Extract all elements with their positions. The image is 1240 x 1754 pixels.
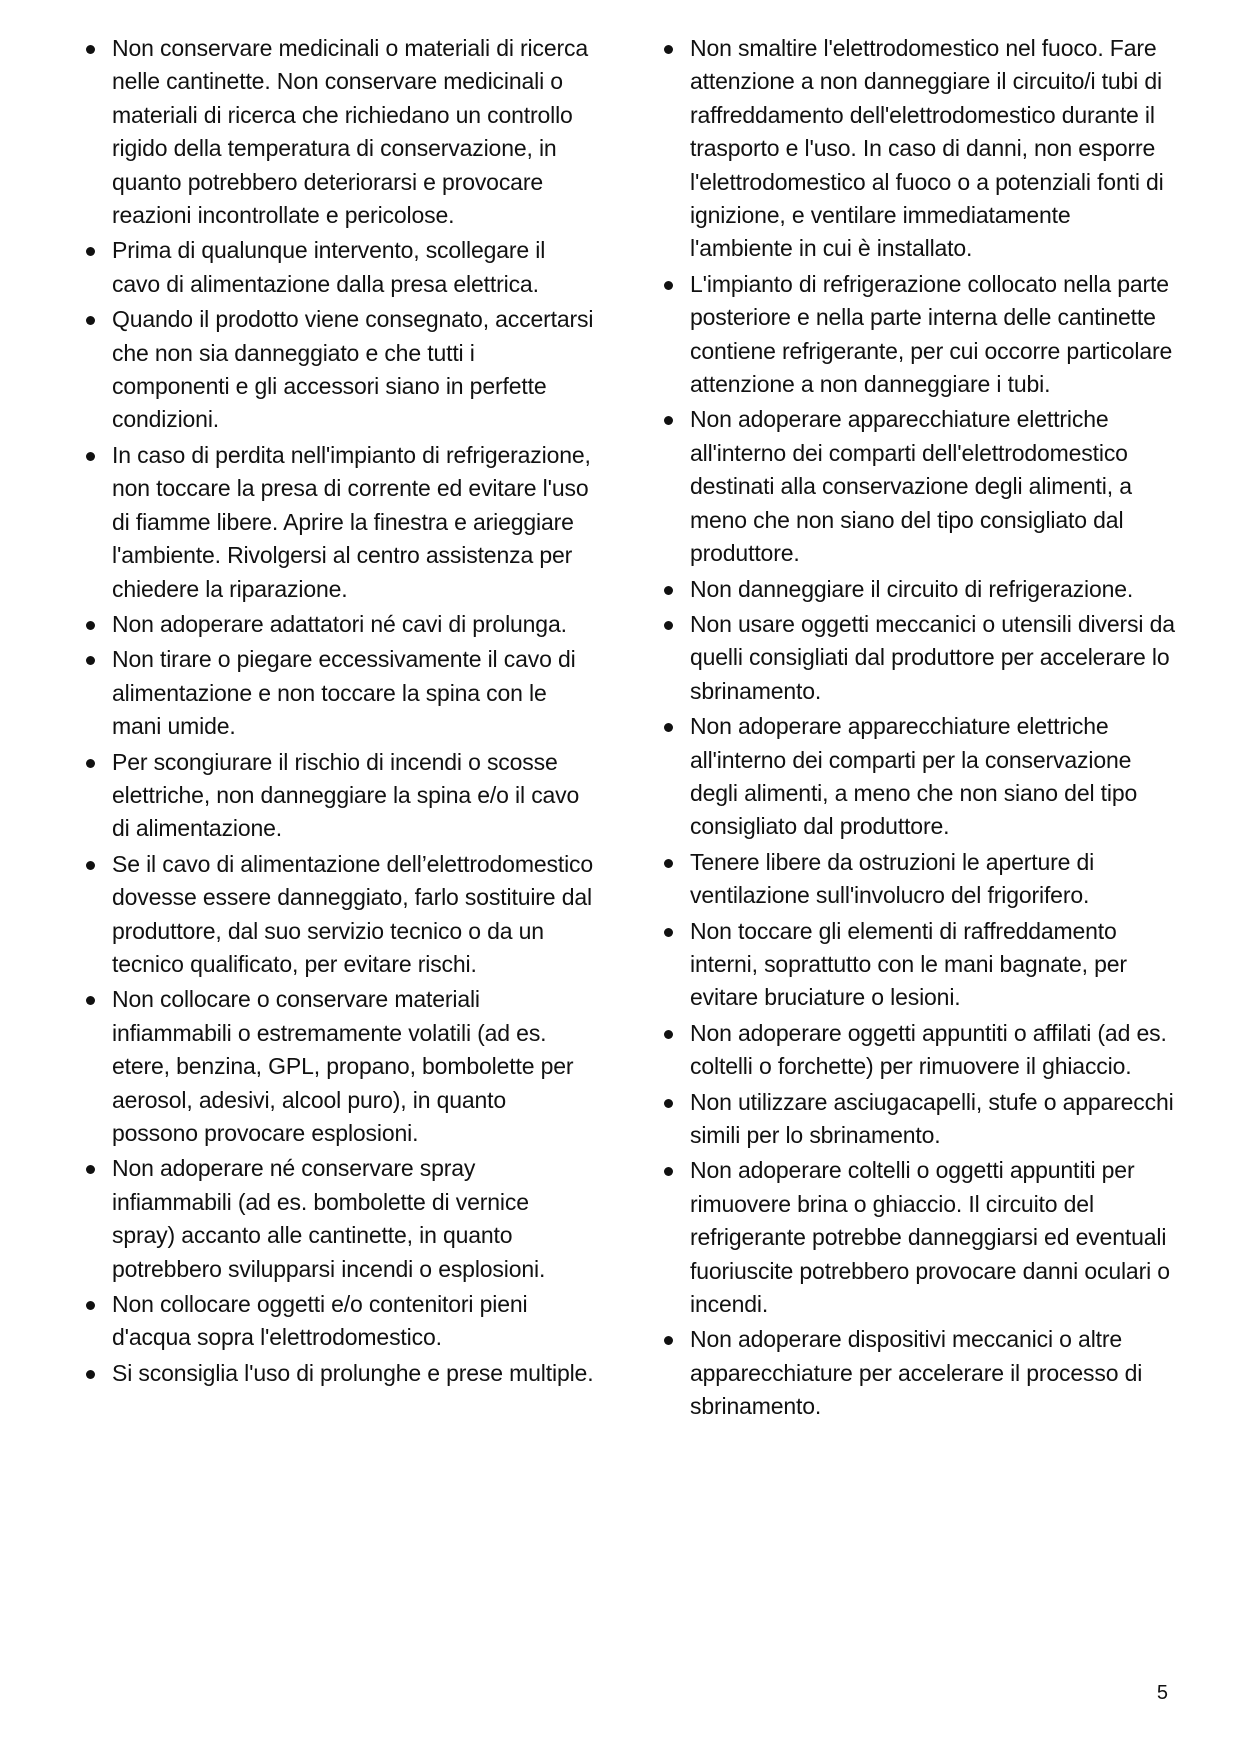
list-item: Non toccare gli elementi di raffreddamento interni, soprattutto con le mani bagnate, per evitare bruciature o lesioni.: [664, 915, 1178, 1015]
list-item: Non utilizzare asciugacapelli, stufe o apparecchi simili per lo sbrinamento.: [664, 1086, 1178, 1153]
list-item: Non adoperare né conservare spray infiammabili (ad es. bombolette di vernice spray) accanto alle cantinette, in quanto potrebbero svilupparsi incendi o esplosioni.: [86, 1152, 596, 1286]
list-item: In caso di perdita nell'impianto di refrigerazione, non toccare la presa di corrente ed evitare l'uso di fiamme libere. Aprire la finestra e arieggiare l'ambiente. Rivolgersi al centro assistenza per chiedere la riparazione.: [86, 439, 596, 606]
list-item: Si sconsiglia l'uso di prolunghe e prese multiple.: [86, 1357, 596, 1390]
list-item: Non smaltire l'elettrodomestico nel fuoco. Fare attenzione a non danneggiare il circuito/i tubi di raffreddamento dell'elettrodomestico durante il trasporto e l'uso. In caso di danni, non esporre l'elettrodomestico al fuoco o a potenziali fonti di ignizione, e ventilare immediatamente l'ambiente in cui è installato.: [664, 32, 1178, 266]
list-item: Non collocare o conservare materiali infiammabili o estremamente volatili (ad es. etere, benzina, GPL, propano, bombolette per aerosol, adesivi, alcool puro), in quanto possono provocare esplosioni.: [86, 983, 596, 1150]
list-item: Non collocare oggetti e/o contenitori pieni d'acqua sopra l'elettrodomestico.: [86, 1288, 596, 1355]
list-item: Non adoperare adattatori né cavi di prolunga.: [86, 608, 596, 641]
right-column-safety-list: [664, 32, 1178, 1426]
list-item: Prima di qualunque intervento, scollegare il cavo di alimentazione dalla presa elettrica.: [86, 234, 596, 301]
list-item: Non tirare o piegare eccessivamente il cavo di alimentazione e non toccare la spina con le mani umide.: [86, 643, 596, 743]
list-item: Non conservare medicinali o materiali di ricerca nelle cantinette. Non conservare medicinali o materiali di ricerca che richiedano un controllo rigido della temperatura di conservazione, in quanto potrebbero deteriorarsi e provocare reazioni incontrollate e pericolose.: [86, 32, 596, 232]
list-item: Se il cavo di alimentazione dell’elettrodomestico dovesse essere danneggiato, farlo sostituire dal produttore, dal suo servizio tecnico o da un tecnico qualificato, per evitare rischi.: [86, 848, 596, 982]
list-item: Non adoperare coltelli o oggetti appuntiti per rimuovere brina o ghiaccio. Il circuito del refrigerante potrebbe danneggiarsi ed eventuali fuoriuscite potrebbero provocare danni oculari o incendi.: [664, 1154, 1178, 1321]
list-item: Non adoperare oggetti appuntiti o affilati (ad es. coltelli o forchette) per rimuovere il ghiaccio.: [664, 1017, 1178, 1084]
list-item: Tenere libere da ostruzioni le aperture di ventilazione sull'involucro del frigorifero.: [664, 846, 1178, 913]
list-item: Quando il prodotto viene consegnato, accertarsi che non sia danneggiato e che tutti i componenti e gli accessori siano in perfette condizioni.: [86, 303, 596, 437]
list-item: Non adoperare dispositivi meccanici o altre apparecchiature per accelerare il processo di sbrinamento.: [664, 1323, 1178, 1423]
list-item: L'impianto di refrigerazione collocato nella parte posteriore e nella parte interna delle cantinette contiene refrigerante, per cui occorre particolare attenzione a non danneggiare i tubi.: [664, 268, 1178, 402]
left-column-safety-list: [86, 32, 596, 1392]
list-item: Non adoperare apparecchiature elettriche all'interno dei comparti per la conservazione degli alimenti, a meno che non siano del tipo consigliato dal produttore.: [664, 710, 1178, 844]
list-item: Non adoperare apparecchiature elettriche all'interno dei comparti dell'elettrodomestico destinati alla conservazione degli alimenti, a meno che non siano del tipo consigliato dal produttore.: [664, 403, 1178, 570]
list-item: Per scongiurare il rischio di incendi o scosse elettriche, non danneggiare la spina e/o il cavo di alimentazione.: [86, 746, 596, 846]
list-item: Non danneggiare il circuito di refrigerazione.: [664, 573, 1178, 606]
list-item: Non usare oggetti meccanici o utensili diversi da quelli consigliati dal produttore per accelerare lo sbrinamento.: [664, 608, 1178, 708]
page-number: 5: [1156, 1682, 1168, 1704]
